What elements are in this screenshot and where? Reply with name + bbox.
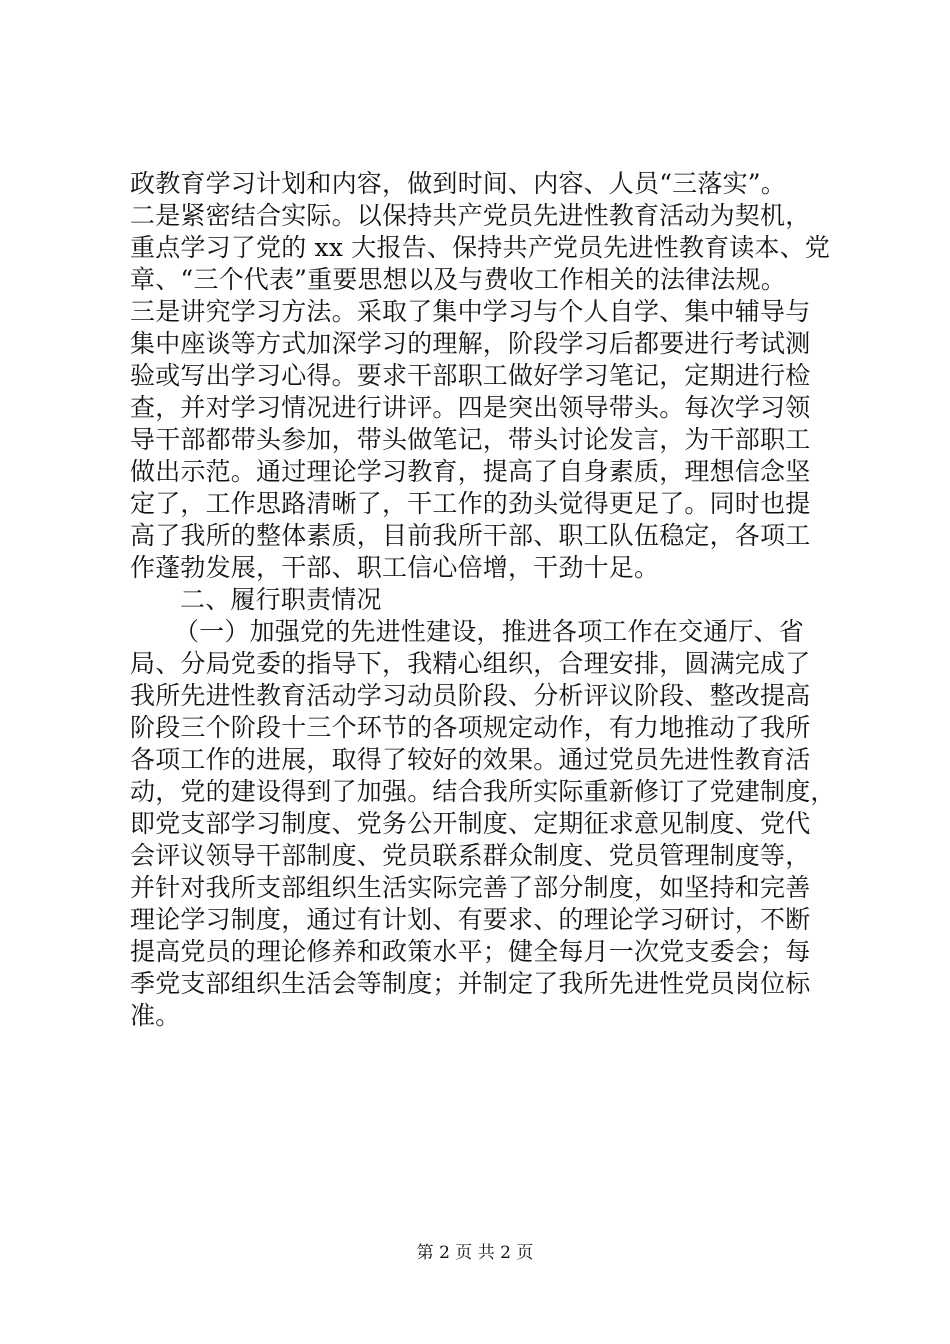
body-line: 三是讲究学习方法。采取了集中学习与个人自学、集中辅导与 (130, 297, 811, 326)
body-line: 重点学习了党的 xx 大报告、保持共产党员先进性教育读本、党 (130, 233, 831, 262)
page-footer (0, 1242, 950, 1264)
body-line: 各项工作的进展，取得了较好的效果。通过党员先进性教育活 (130, 745, 811, 774)
body-line: 查，并对学习情况进行讲评。四是突出领导带头。每次学习领 (130, 393, 811, 422)
body-line: 定了，工作思路清晰了，干工作的劲头觉得更足了。同时也提 (130, 489, 811, 518)
body-line: 作蓬勃发展，干部、职工信心倍增，干劲十足。 (130, 553, 660, 582)
body-line: 准。 (130, 1001, 181, 1030)
body-line: 会评议领导干部制度、党员联系群众制度、党员管理制度等， (130, 841, 811, 870)
body-line: 理论学习制度，通过有计划、有要求、的理论学习研讨，不断 (130, 905, 811, 934)
body-line: 二是紧密结合实际。以保持共产党员先进性教育活动为契机， (130, 201, 811, 230)
document-body (130, 168, 836, 1032)
body-line: 并针对我所支部组织生活实际完善了部分制度，如坚持和完善 (130, 873, 811, 902)
body-line: 导干部都带头参加，带头做笔记，带头讨论发言，为干部职工 (130, 425, 811, 454)
body-line: 阶段三个阶段十三个环节的各项规定动作，有力地推动了我所 (130, 713, 811, 742)
body-line: 章、“三个代表”重要思想以及与费收工作相关的法律法规。 (130, 265, 786, 294)
body-line: 局、分局党委的指导下，我精心组织，合理安排，圆满完成了 (130, 649, 811, 678)
body-line: 政教育学习计划和内容，做到时间、内容、人员“三落实”。 (130, 169, 786, 198)
body-line: 高了我所的整体素质，目前我所干部、职工队伍稳定，各项工 (130, 521, 811, 550)
body-line: 做出示范。通过理论学习教育，提高了自身素质，理想信念坚 (130, 457, 811, 486)
body-line: （一）加强党的先进性建设，推进各项工作在交通厅、省 (174, 617, 805, 646)
body-line: 集中座谈等方式加深学习的理解，阶段学习后都要进行考试测 (130, 329, 811, 358)
page-number-label: 第 2 页 共 2 页 (416, 1243, 534, 1263)
body-line: 验或写出学习心得。要求干部职工做好学习笔记，定期进行检 (130, 361, 811, 390)
body-line: 动，党的建设得到了加强。结合我所实际重新修订了党建制度， (130, 777, 836, 806)
body-line: 季党支部组织生活会等制度；并制定了我所先进性党员岗位标 (130, 969, 811, 998)
body-line: 我所先进性教育活动学习动员阶段、分析评议阶段、整改提高 (130, 681, 811, 710)
body-line: 即党支部学习制度、党务公开制度、定期征求意见制度、党代 (130, 809, 811, 838)
section-heading: 二、履行职责情况 (180, 585, 382, 614)
body-line: 提高党员的理论修养和政策水平；健全每月一次党支委会；每 (130, 937, 811, 966)
